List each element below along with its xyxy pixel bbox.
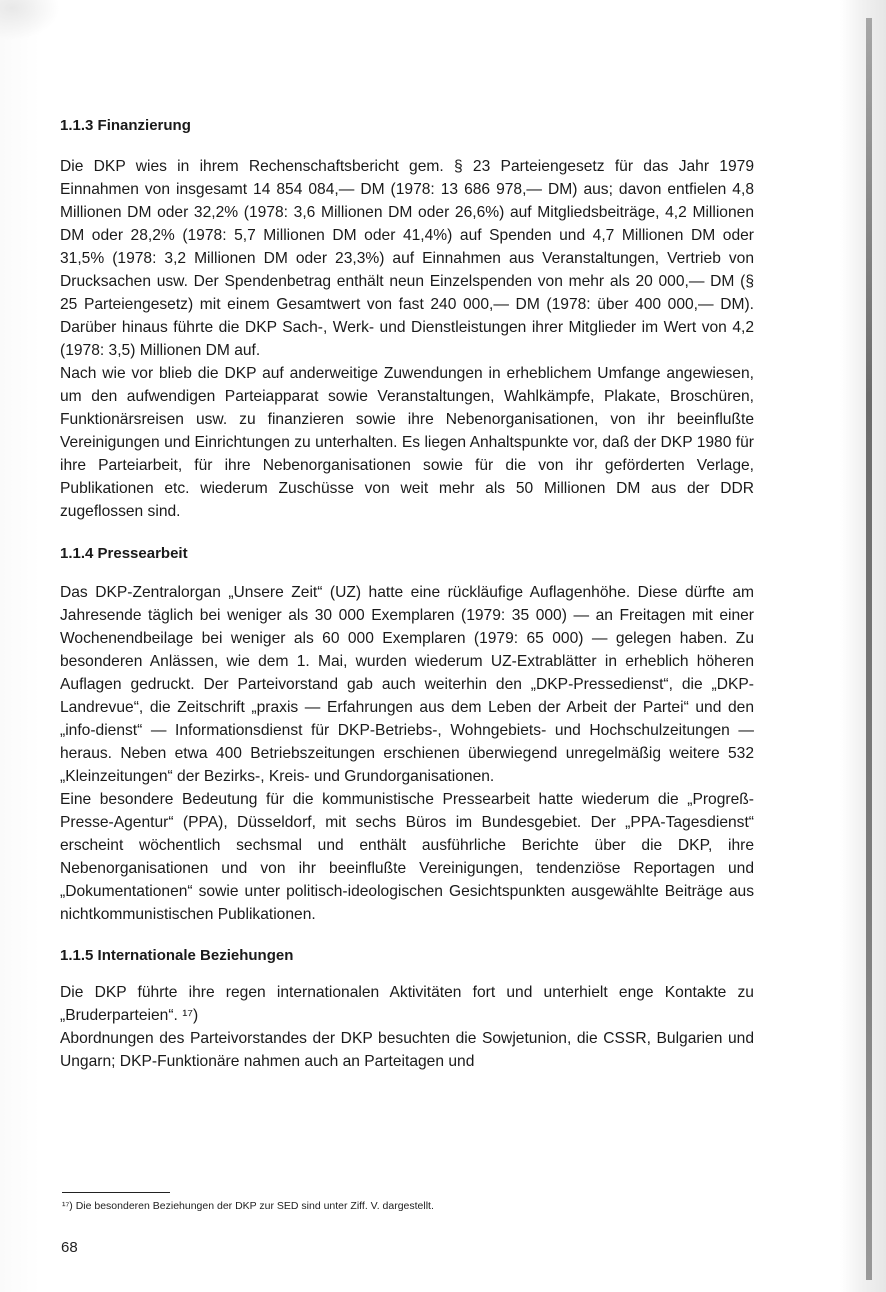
footnote: ¹⁷) Die besonderen Beziehungen der DKP zur SED sind unter Ziff. V. dargestellt. bbox=[62, 1200, 434, 1212]
paragraph: Nach wie vor blieb die DKP auf anderweitige Zuwendungen in erheblichem Umfange angewiesen, um den aufwendigen Parteiapparat sowie Veranstaltungen, Wahlkämpfe, Plakate, Broschüren, Funktionärsreisen usw. zu finanzieren sowie ihre Nebenorganisationen, von ihr beeinflußte Vereinigungen und Einrichtungen zu unterhalten. Es liegen Anhaltspunkte vor, daß der DKP 1980 für ihre Parteiarbeit, für ihre Nebenorganisationen sowie für die von ihr geförderten Verlage, Publikationen etc. wiederum Zuschüsse von weit mehr als 50 Millionen DM aus der DDR zugeflossen sind. bbox=[60, 365, 754, 520]
paragraph: Die DKP führte ihre regen internationalen Aktivitäten fort und unterhielt enge Kontakte zu „Bruderparteien“. ¹⁷) bbox=[60, 984, 754, 1024]
page-edge-shadow bbox=[866, 18, 872, 1280]
page-number: 68 bbox=[61, 1239, 78, 1256]
section-heading-pressearbeit: 1.1.4 Pressearbeit bbox=[60, 545, 188, 562]
page-content bbox=[60, 115, 754, 1073]
paragraph: Die DKP wies in ihrem Rechenschaftsbericht gem. § 23 Parteiengesetz für das Jahr 1979 Einnahmen von insgesamt 14 854 084,— DM (1978: 13 686 978,— DM) aus; davon entfielen 4,8 Millionen DM oder 32,2% (1978: 3,6 Millionen DM oder 26,6%) auf Mitgliedsbeiträge, 4,2 Millionen DM oder 28,2% (1978: 5,7 Millionen DM oder 41,4%) auf Spenden und 4,7 Millionen DM oder 31,5% (1978: 3,2 Millionen DM oder 23,3%) auf Einnahmen aus Veranstaltungen, Vertrieb von Drucksachen usw. Der Spendenbetrag enthält neun Einzelspenden von mehr als 20 000,— DM (§ 25 Parteiengesetz) mit einem Gesamtwert von fast 240 000,— DM (1978: über 400 000,— DM). Darüber hinaus führte die DKP Sach-, Werk- und Dienstleistungen ihrer Mitglieder im Wert von 4,2 (1978: 3,5) Millionen DM auf. bbox=[60, 158, 754, 359]
paragraph: Abordnungen des Parteivorstandes der DKP besuchten die Sowjetunion, die CSSR, Bulgarien und Ungarn; DKP-Funktionäre nahmen auch an Parteitagen und bbox=[60, 1030, 754, 1070]
section-heading-finanzierung: 1.1.3 Finanzierung bbox=[60, 117, 191, 134]
section-body-finanzierung bbox=[60, 155, 754, 523]
section-body-pressearbeit bbox=[60, 581, 754, 926]
section-body-internationale-beziehungen bbox=[60, 981, 754, 1073]
section-heading-internationale-beziehungen: 1.1.5 Internationale Beziehungen bbox=[60, 947, 294, 964]
paragraph: Das DKP-Zentralorgan „Unsere Zeit“ (UZ) hatte eine rückläufige Auflagenhöhe. Diese dürfte am Jahresende täglich bei weniger als 30 000 Exemplaren (1979: 35 000) — an Freitagen mit einer Wochenendbeilage bei weniger als 60 000 Exemplaren (1979: 65 000) — gelegen haben. Zu besonderen Anlässen, wie dem 1. Mai, wurden wiederum UZ-Extrablätter in erheblich höheren Auflagen gedruckt. Der Parteivorstand gab auch weiterhin den „DKP-Pressedienst“, die „DKP-Landrevue“, die Zeitschrift „praxis — Erfahrungen aus dem Leben der Arbeit der Partei“ und den „info-dienst“ — Informationsdienst für DKP-Betriebs-, Wohngebiets- und Hochschulzeitungen — heraus. Neben etwa 400 Betriebszeitungen erschienen überwiegend unregelmäßig weitere 532 „Kleinzeitungen“ der Bezirks-, Kreis- und Grundorganisationen. bbox=[60, 584, 754, 785]
scan-smudge bbox=[0, 0, 60, 40]
paragraph: Eine besondere Bedeutung für die kommunistische Pressearbeit hatte wiederum die „Progreß-Presse-Agentur“ (PPA), Düsseldorf, mit sechs Büros im Bundesgebiet. Der „PPA-Tagesdienst“ erscheint wöchentlich sechsmal und enthält ausführliche Berichte über die DKP, ihre Nebenorganisationen und von ihr beeinflußte Vereinigungen, tendenziöse Reportagen und „Dokumentationen“ sowie unter politisch-ideologischen Gesichtspunkten ausgewählte Beiträge aus nichtkommunistischen Publikationen. bbox=[60, 791, 754, 923]
footnote-rule bbox=[62, 1192, 170, 1193]
